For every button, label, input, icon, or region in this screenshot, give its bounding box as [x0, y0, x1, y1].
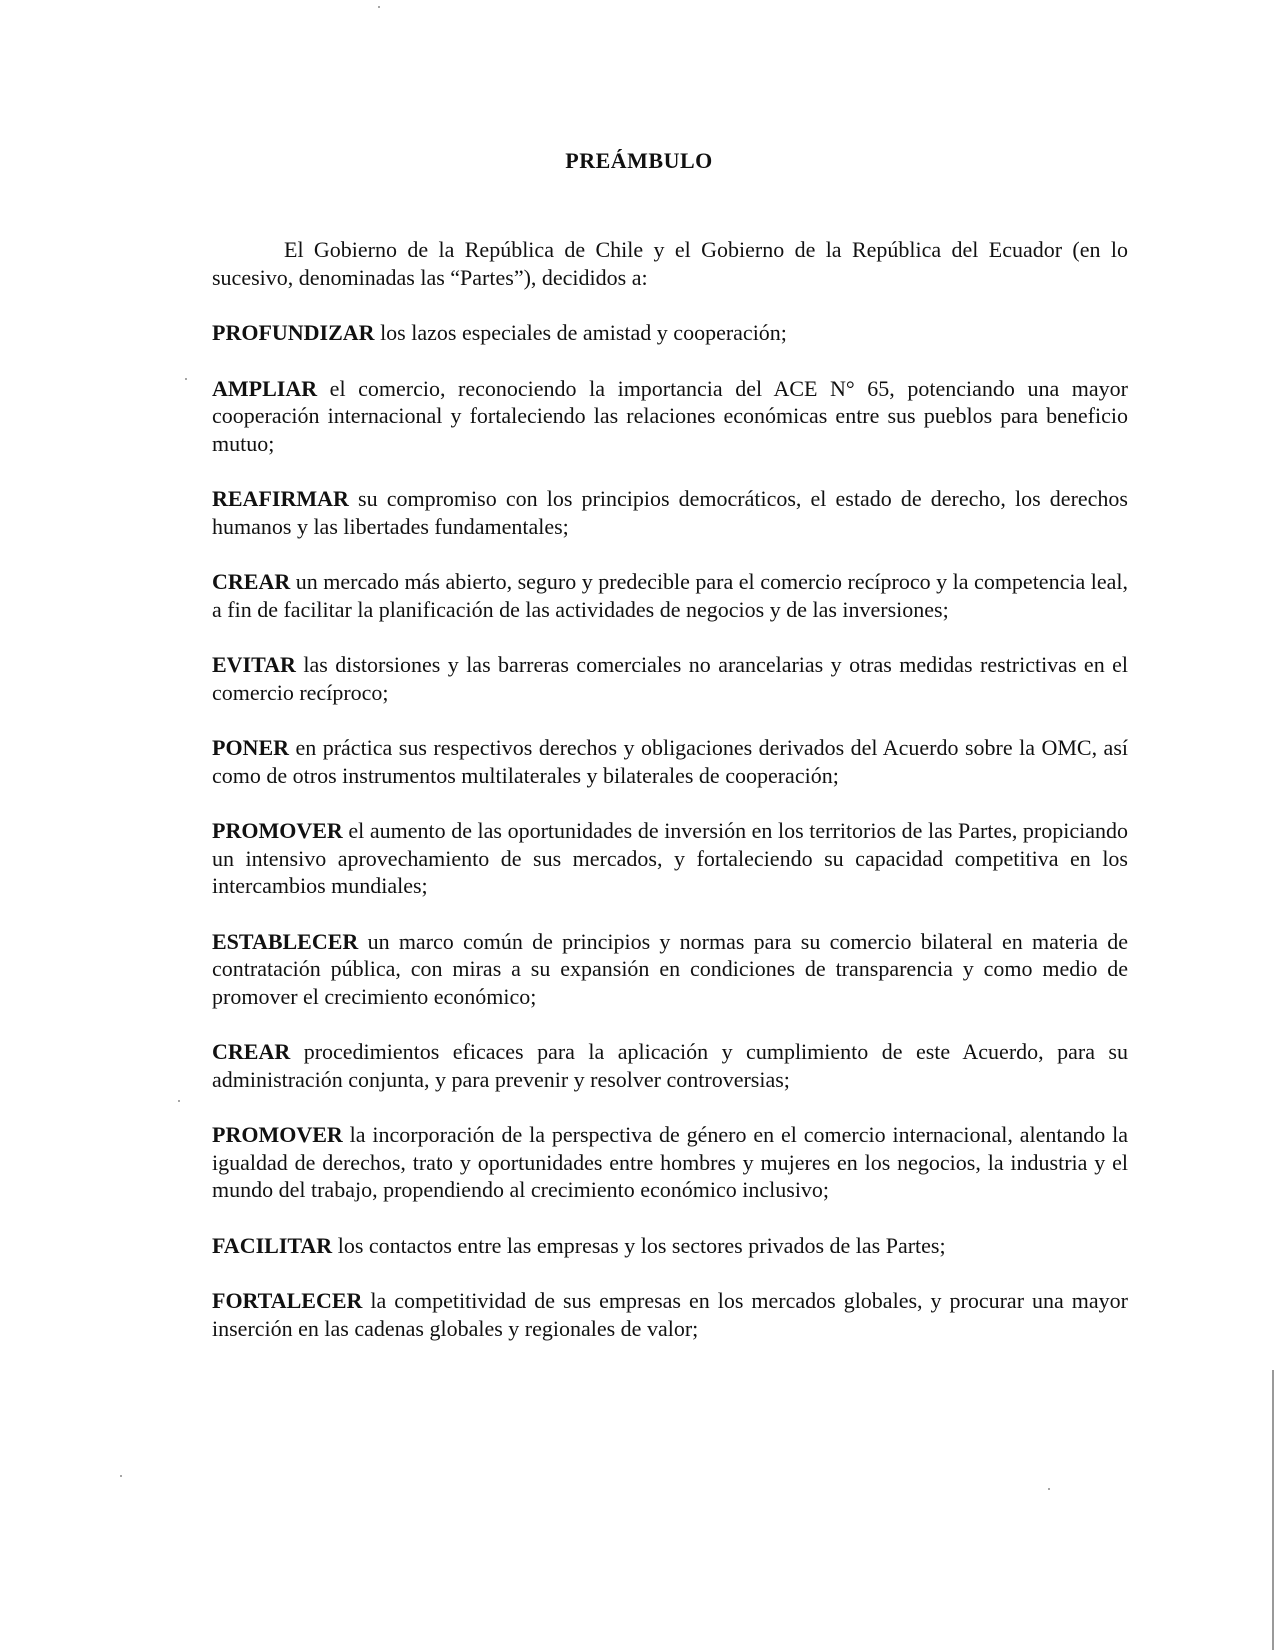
clause-keyword: AMPLIAR	[212, 375, 318, 401]
scan-speck	[1048, 1488, 1050, 1490]
scan-speck	[378, 6, 380, 8]
clause-keyword: PONER	[212, 735, 289, 760]
page-title: PREÁMBULO	[565, 148, 713, 173]
intro-paragraph: El Gobierno de la República de Chile y el Gobierno de la República del Ecuador (en lo sucesivo, denominadas las “Partes”), decididos a:	[212, 237, 1128, 290]
clause-text: un mercado más abierto, seguro y predecible para el comercio recíproco y la competencia leal, a fin de facilitar la planificación de las actividades de negocios y de las inversiones;	[212, 569, 1128, 622]
clause-text: las distorsiones y las barreras comerciales no arancelarias y otras medidas restrictivas en el comercio recíproco;	[212, 652, 1128, 705]
clause-text: procedimientos eficaces para la aplicación y cumplimiento de este Acuerdo, para su administración conjunta, y para prevenir y resolver controversias;	[212, 1039, 1128, 1092]
clause-keyword: PROMOVER	[212, 818, 343, 843]
clause-text: los lazos especiales de amistad y cooperación;	[374, 320, 787, 345]
clause-keyword: CREAR	[212, 1039, 291, 1064]
clause-keyword: ESTABLECER	[212, 928, 359, 954]
clause-text: el comercio, reconociendo la importancia del ACE N° 65, potenciando una mayor cooperación internacional y fortaleciendo las relaciones económicas entre sus pueblos para beneficio mutuo;	[212, 375, 1128, 456]
clause-keyword: EVITAR	[212, 652, 296, 677]
scan-speck	[185, 378, 187, 380]
scan-speck	[178, 1100, 180, 1102]
clause-paragraph	[212, 1287, 1128, 1342]
scan-edge-line	[1272, 1370, 1274, 1650]
clause-keyword: PROMOVER	[212, 1122, 343, 1147]
clause-paragraph	[212, 568, 1128, 623]
clause-paragraph	[212, 651, 1128, 706]
clause-paragraph	[212, 1121, 1128, 1204]
clause-text: la competitividad de sus empresas en los mercados globales, y procurar una mayor inserción en las cadenas globales y regionales de valor;	[212, 1288, 1128, 1341]
clause-keyword: FACILITAR	[212, 1232, 333, 1258]
clause-text: su compromiso con los principios democráticos, el estado de derecho, los derechos humanos y las libertades fundamentales;	[212, 486, 1128, 539]
scan-speck	[120, 1475, 122, 1477]
clause-keyword: PROFUNDIZAR	[212, 320, 375, 345]
clause-paragraph	[212, 734, 1128, 789]
clause-text: la incorporación de la perspectiva de género en el comercio internacional, alentando la igualdad de derechos, trato y oportunidades entre hombres y mujeres en los negocios, la industria y el mundo del trabajo, propendiendo al crecimiento económico inclusivo;	[212, 1122, 1128, 1202]
clause-keyword: CREAR	[212, 569, 291, 594]
preamble-body	[212, 236, 1128, 1370]
clause-paragraph	[212, 375, 1128, 458]
clause-paragraph	[212, 928, 1128, 1011]
clause-paragraph	[212, 817, 1128, 900]
clause-text: en práctica sus respectivos derechos y obligaciones derivados del Acuerdo sobre la OMC, así como de otros instrumentos multilaterales y bilaterales de cooperación;	[212, 735, 1128, 788]
clause-paragraph	[212, 1232, 1128, 1260]
clause-paragraph	[212, 319, 1128, 347]
clause-text: el aumento de las oportunidades de inversión en los territorios de las Partes, propiciando un intensivo aprovechamiento de sus mercados, y fortaleciendo su capacidad competitiva en los intercambios mundiales;	[212, 818, 1128, 898]
clause-paragraph	[212, 485, 1128, 540]
clause-paragraph	[212, 1038, 1128, 1093]
clause-keyword: FORTALECER	[212, 1288, 363, 1313]
clause-text: un marco común de principios y normas para su comercio bilateral en materia de contratación pública, con miras a su expansión en condiciones de transparencia y como medio de promover el crecimiento económico;	[212, 928, 1128, 1009]
clause-keyword: REAFIRMAR	[212, 486, 349, 511]
clause-text: los contactos entre las empresas y los sectores privados de las Partes;	[332, 1232, 946, 1258]
